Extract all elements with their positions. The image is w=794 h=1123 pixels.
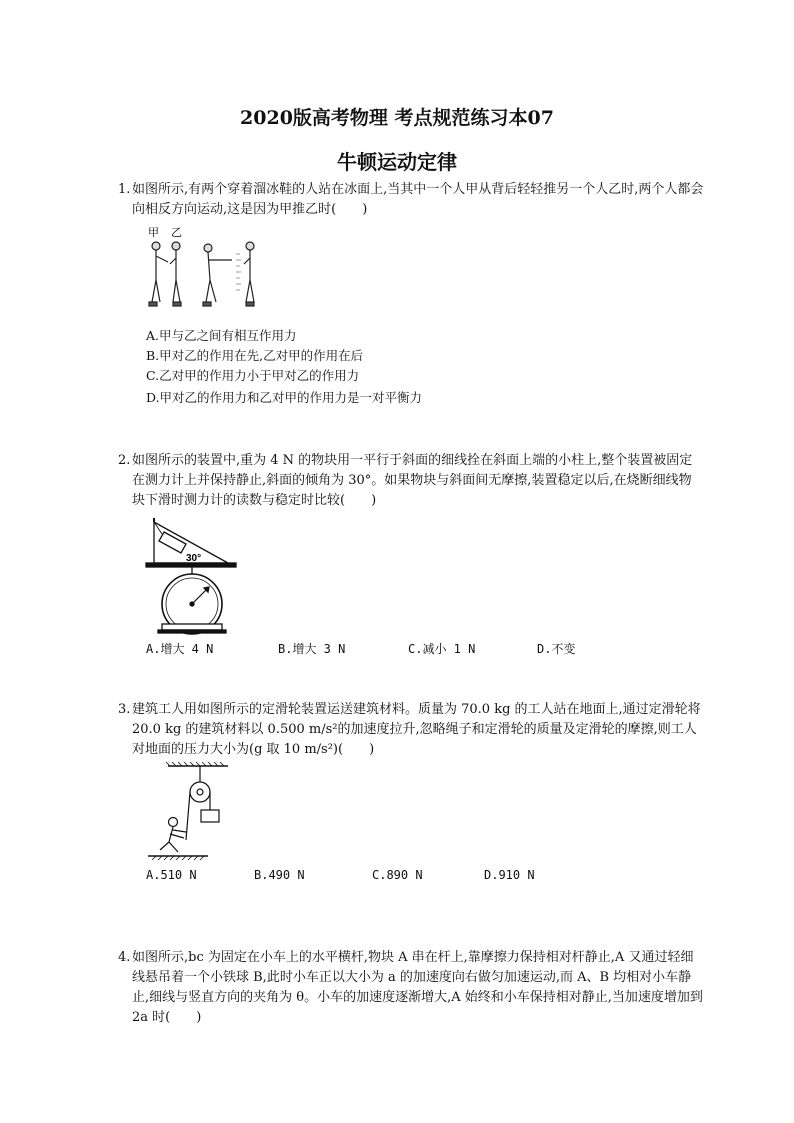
option-d[interactable]: D.910 N [484,868,535,882]
question-3 [118,700,704,760]
page-title: 2020版高考物理 考点规范练习本07 [240,107,554,129]
figure-label-jia: 甲 [148,227,159,239]
question-text: 建筑工人用如图所示的定滑轮装置运送建筑材料。质量为 70.0 kg 的工人站在地面上,通过定滑轮将 20.0 kg 的建筑材料以 0.500 m/s²的加速度拉升,忽略绳子和定滑轮的质量及定滑轮的摩擦,则工人对地面的压力大小为(g 取 10 m/s²)( ) [132,702,701,757]
angle-label: 30° [186,553,202,564]
scale-incline-figure [146,518,238,634]
option-c[interactable]: C.乙对甲的作用力小于甲对乙的作用力 [146,368,360,383]
option-a[interactable]: A.增大 4 N [146,642,214,656]
option-d[interactable]: D.不变 [537,642,576,656]
question-1 [118,180,704,220]
question-2 [118,451,704,511]
question-text: 如图所示,有两个穿着溜冰鞋的人站在冰面上,当其中一个人甲从背后轻轻推另一个人乙时,两个人都会向相反方向运动,这是因为甲推乙时( ) [132,182,704,217]
skaters-figure [140,224,270,316]
option-d[interactable]: D.甲对乙的作用力和乙对甲的作用力是一对平衡力 [146,390,423,405]
option-b[interactable]: B.增大 3 N [278,642,346,656]
option-b[interactable]: B.甲对乙的作用在先,乙对甲的作用在后 [146,348,364,363]
question-number: 3. [118,702,131,717]
option-a[interactable]: A.510 N [146,868,197,882]
option-a[interactable]: A.甲与乙之间有相互作用力 [146,328,297,343]
question-number: 1. [118,182,131,197]
option-c[interactable]: C.890 N [372,868,423,882]
question-4 [118,948,704,1028]
figure-label-yi: 乙 [171,227,182,239]
option-b[interactable]: B.490 N [254,868,305,882]
page-subtitle: 牛顿运动定律 [337,150,457,174]
question-text: 如图所示,bc 为固定在小车上的水平横杆,物块 A 串在杆上,靠摩擦力保持相对杆静止,A 又通过轻细线悬吊着一个小铁球 B,此时小车正以大小为 a 的加速度向右做匀加速运动,而 A、B 均相对小车静止,细线与竖直方向的夹角为 θ。小车的加速度逐渐增大,A 始终和小车保持相对静止,当加速度增加到 2a 时( ) [132,950,703,1025]
option-c[interactable]: C.减小 1 N [408,642,476,656]
question-number: 2. [118,453,131,468]
pulley-figure [148,762,238,860]
question-number: 4. [118,950,131,965]
question-text: 如图所示的装置中,重为 4 N 的物块用一平行于斜面的细线拴在斜面上端的小柱上,整个装置被固定在测力计上并保持静止,斜面的倾角为 30°。如果物块与斜面间无摩擦,装置稳定以后,在烧断细线物块下滑时测力计的读数与稳定时比较( ) [132,453,693,508]
